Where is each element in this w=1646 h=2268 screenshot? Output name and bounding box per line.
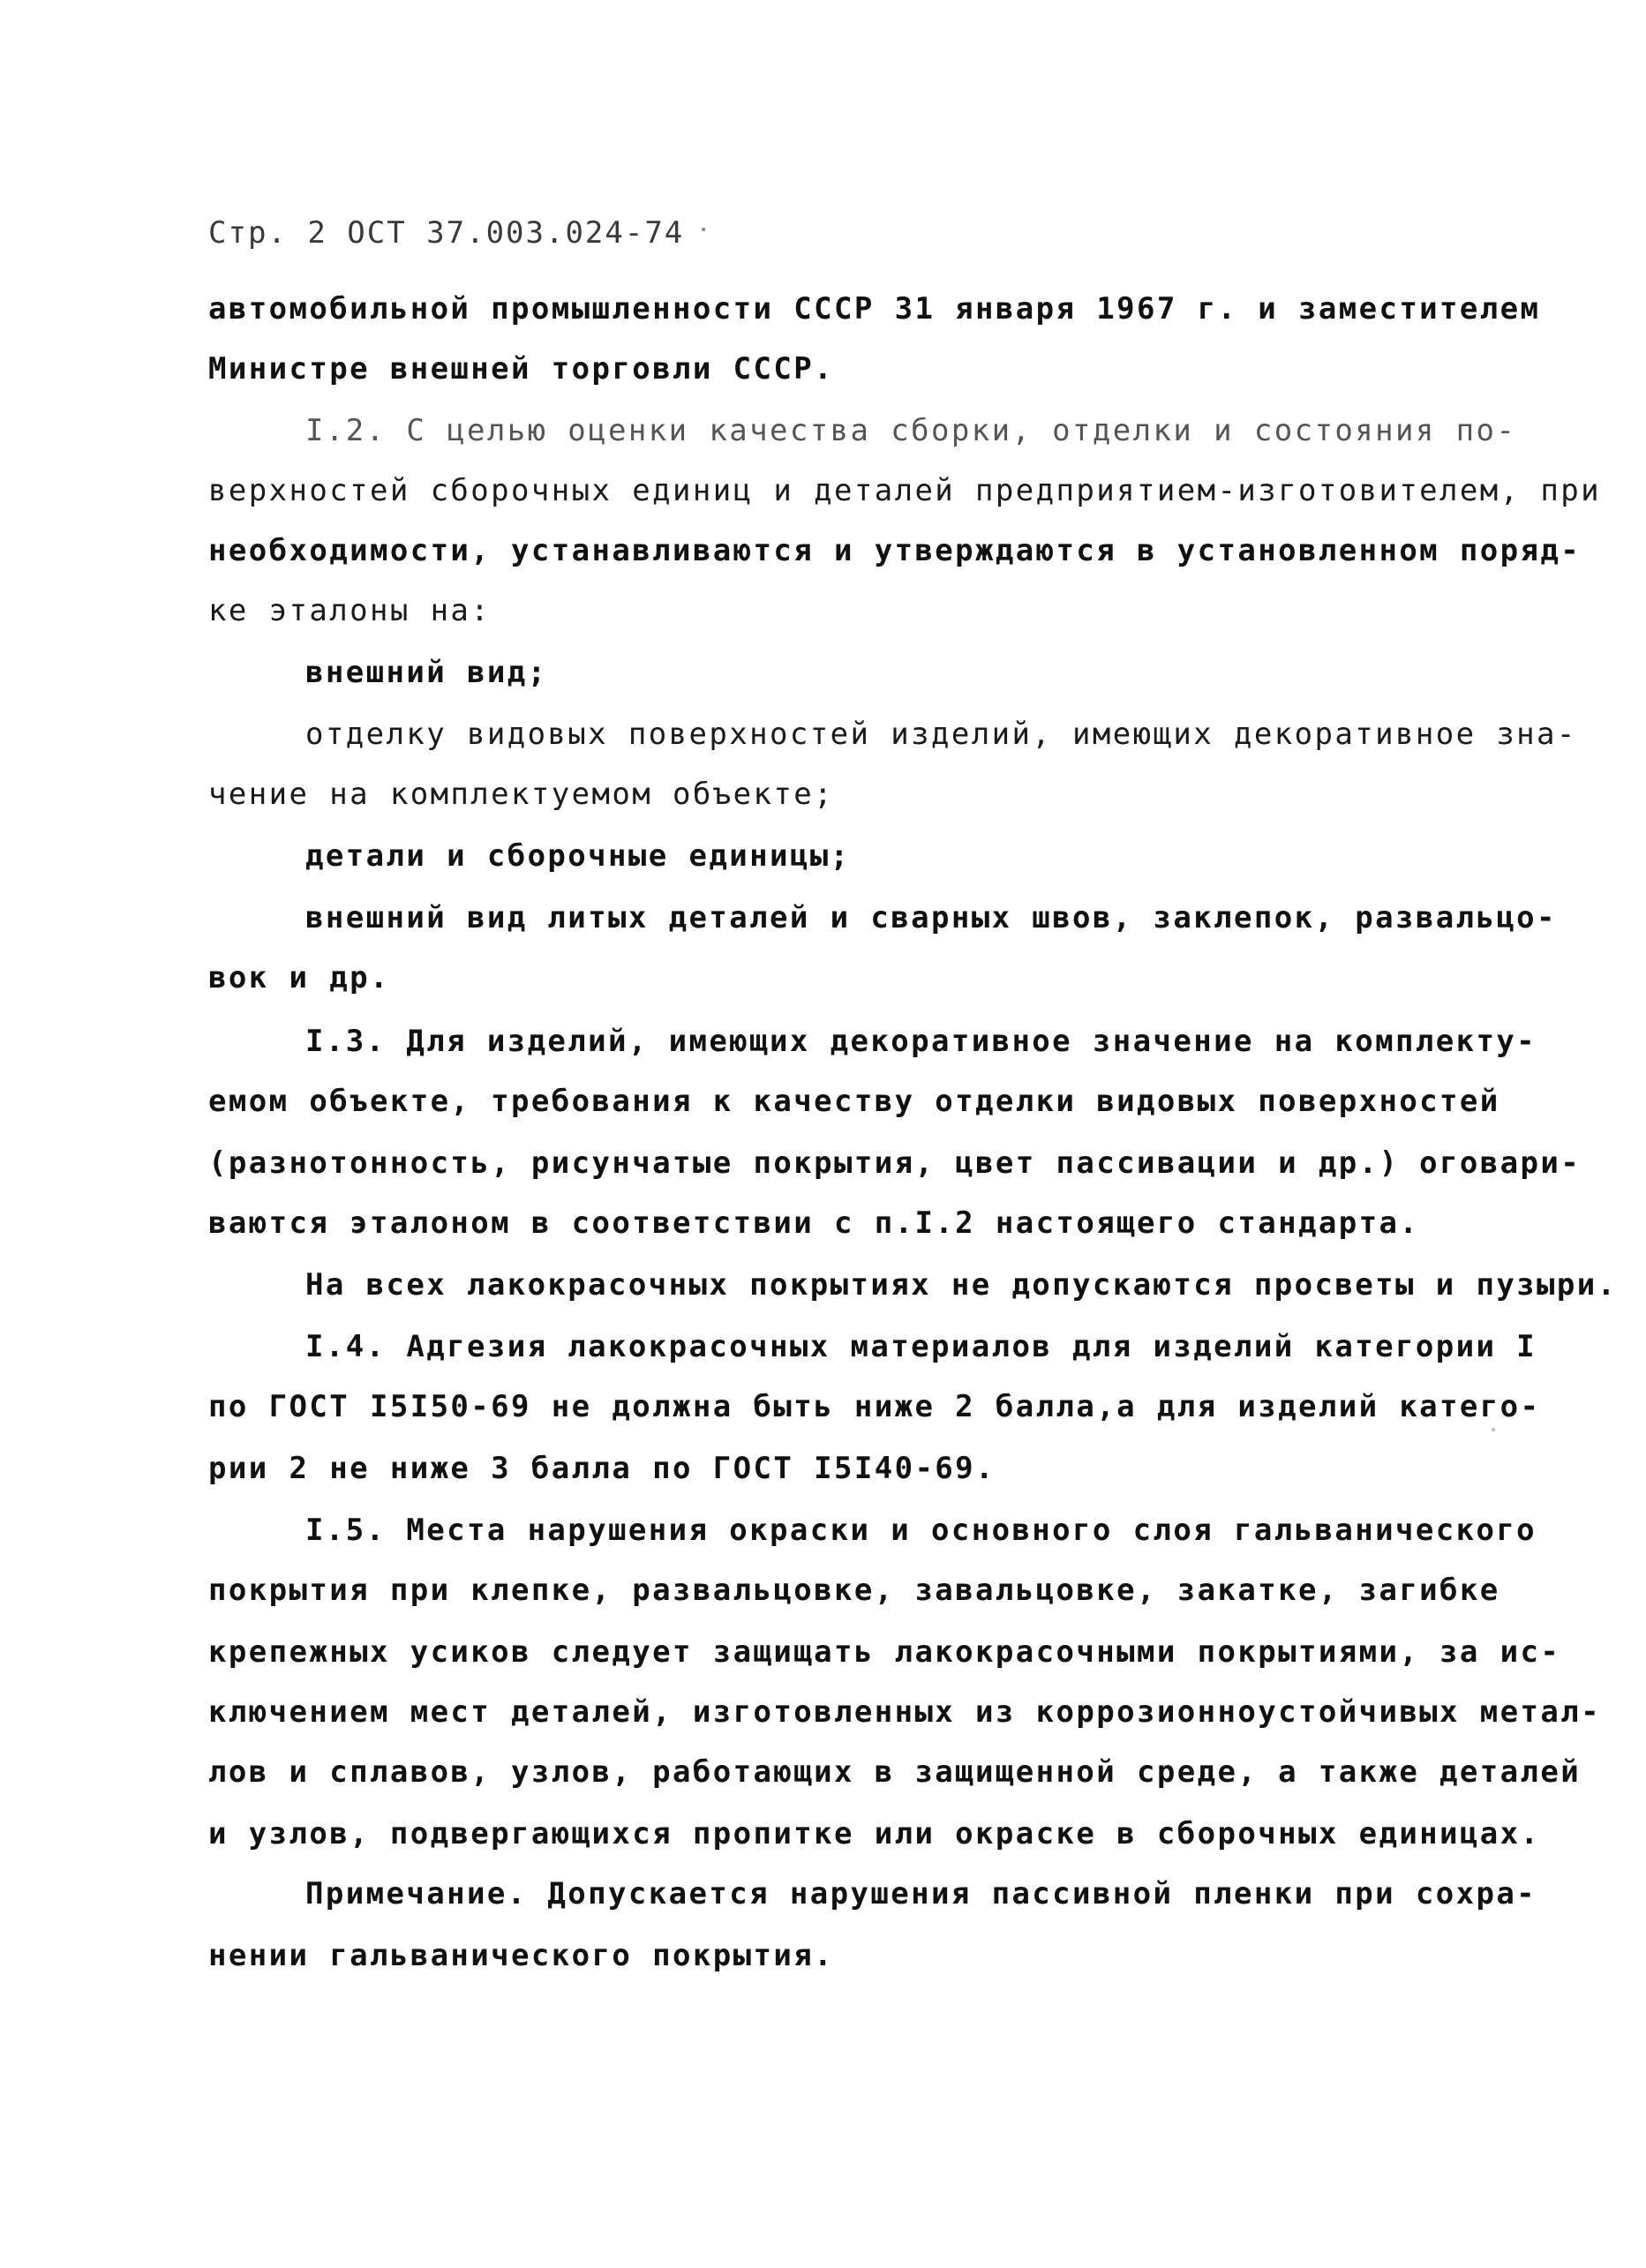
text-line: Министре внешней торговли СССР. (208, 351, 834, 387)
text-line: нении гальванического покрытия. (208, 1938, 834, 1973)
text-line: (разнотонность, рисунчатые покрытия, цвет пассивации и др.) оговари- (208, 1145, 1582, 1181)
text-line: Примечание. Допускается нарушения пассивной пленки при сохра- (305, 1876, 1537, 1911)
scan-speck (702, 228, 705, 231)
scan-speck (1492, 1428, 1495, 1431)
text-line: I.4. Адгезия лакокрасочных материалов для изделий категории I (305, 1329, 1537, 1364)
text-line: по ГОСТ I5I50-69 не должна быть ниже 2 балла,а для изделий катего- (208, 1389, 1541, 1424)
text-line: I.3. Для изделий, имеющих декоративное значение на комплекту- (305, 1024, 1537, 1059)
text-line: детали и сборочные единицы; (305, 838, 851, 874)
text-line: и узлов, подвергающихся пропитке или окраске в сборочных единицах. (208, 1816, 1541, 1851)
text-line: чение на комплектуемом объекте; (208, 777, 834, 812)
text-line: ключением мест деталей, изготовленных из коррозионноустойчивых метал- (208, 1694, 1602, 1730)
text-line: отделку видовых поверхностей изделий, имеющих декоративное зна- (305, 717, 1577, 752)
page-header: Стр. 2 ОСТ 37.003.024-74 (208, 215, 685, 251)
text-line: необходимости, устанавливаются и утверждаются в установленном поряд- (208, 533, 1582, 568)
text-line: покрытия при клепке, развальцовке, завальцовке, закатке, загибке (208, 1573, 1500, 1608)
text-line: внешний вид литых деталей и сварных швов, заклепок, развальцо- (305, 900, 1557, 935)
text-line: На всех лакокрасочных покрытиях не допускаются просветы и пузыри. (305, 1267, 1618, 1303)
text-line: ваются эталоном в соответствии с п.I.2 настоящего стандарта. (208, 1205, 1420, 1241)
text-line: I.2. С целью оценки качества сборки, отделки и состояния по- (305, 413, 1517, 448)
text-line: крепежных усиков следует защищать лакокрасочными покрытиями, за ис- (208, 1634, 1561, 1670)
text-line: вок и др. (208, 960, 390, 995)
text-line: верхностей сборочных единиц и деталей предприятием-изготовителем, при (208, 473, 1602, 508)
text-line: емом объекте, требования к качеству отделки видовых поверхностей (208, 1084, 1500, 1119)
text-line: рии 2 не ниже 3 балла по ГОСТ I5I40-69. (208, 1451, 996, 1486)
text-line: внешний вид; (305, 655, 548, 690)
text-line: ке эталоны на: (208, 593, 492, 628)
text-line: лов и сплавов, узлов, работающих в защищенной среде, а также деталей (208, 1754, 1582, 1790)
text-line: автомобильной промышленности СССР 31 января 1967 г. и заместителем (208, 291, 1541, 327)
text-line: I.5. Места нарушения окраски и основного слоя гальванического (305, 1513, 1537, 1548)
